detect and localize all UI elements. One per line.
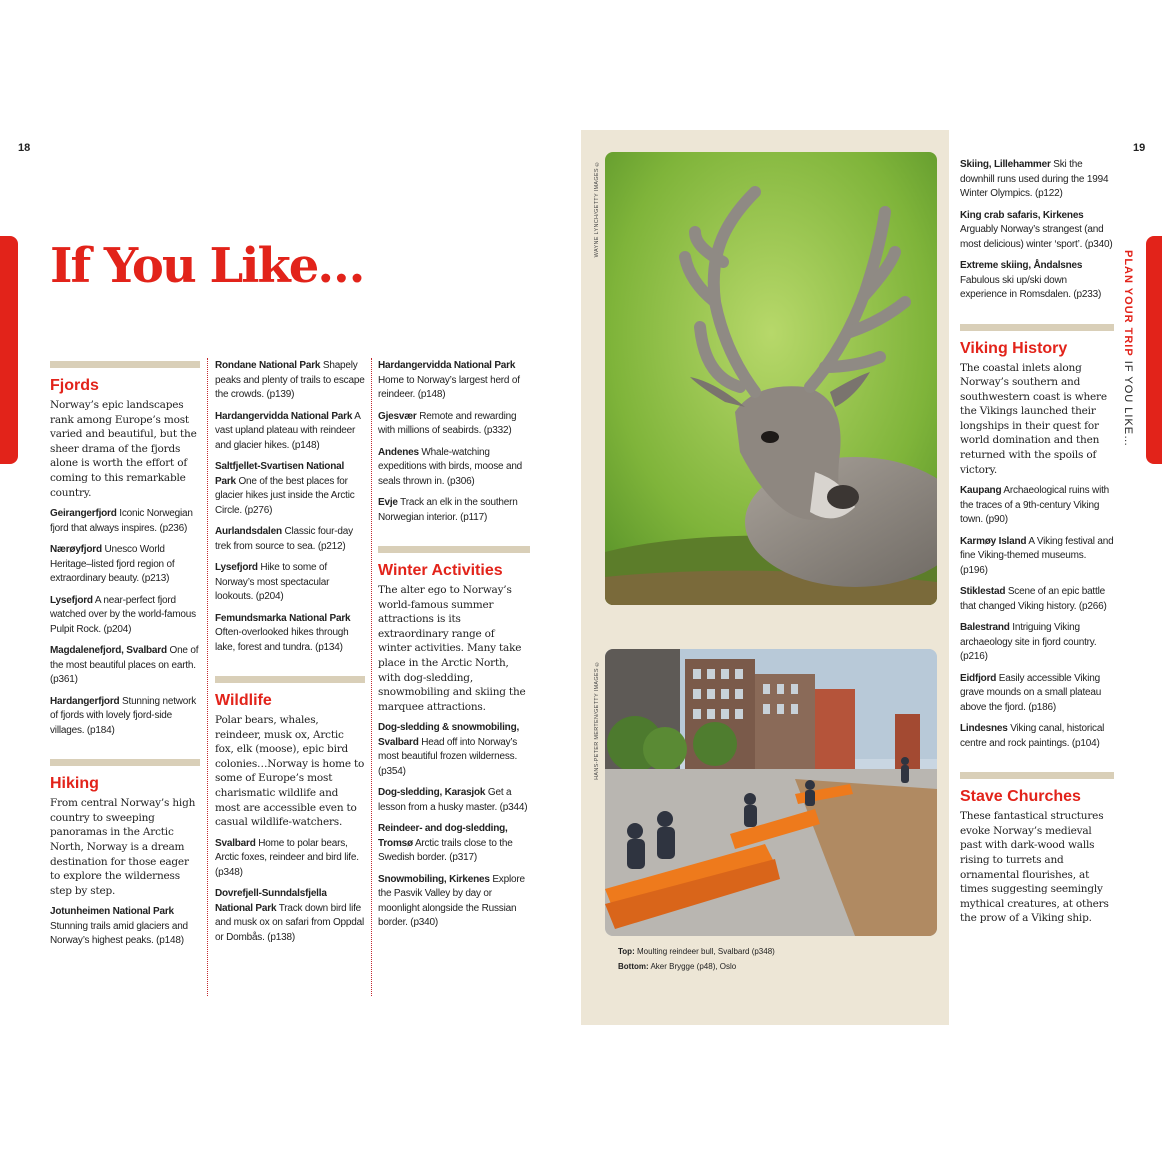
list-item <box>960 484 1114 528</box>
list-item <box>378 446 530 490</box>
photo-credit-top: WAYNE LYNCH/GETTY IMAGES © <box>594 160 600 258</box>
entry-name: Lysefjord <box>50 594 93 606</box>
entry-text: Home to Norway’s largest herd of reindeer. (p148) <box>378 374 520 400</box>
entry-text: A vast upland plateau with reindeer and glacier hikes. (p148) <box>215 410 361 451</box>
list-item <box>215 612 365 656</box>
entry-name: Geirangerfjord <box>50 508 117 520</box>
entry-text: Intriguing Viking archaeology site in fjord country. (p216) <box>960 622 1097 663</box>
list-item <box>378 496 530 525</box>
entry-text: Often-overlooked hikes through lake, forest and tundra. (p134) <box>215 627 349 653</box>
list-item <box>50 543 200 587</box>
section-intro-winter: The alter ego to Norway’s world-famous summer attractions is its extraordinary range of winter activities. Many take place in the Arctic North, with dog-sledding, snowmobiling and skiing the marquee attractions. <box>378 584 526 713</box>
chapter-label-suffix: IF YOU LIKE… <box>1122 356 1134 448</box>
entry-name: Gjesvær <box>378 410 417 422</box>
entry-name: Nærøyfjord <box>50 544 102 556</box>
entry-text: Arguably Norway’s strangest (and most delicious) winter ‘sport’. (p340) <box>960 224 1113 250</box>
entry-text: Classic four-day trek from source to sea. (p212) <box>215 526 353 552</box>
entry-text: Archaeological ruins with the traces of a 9th-century Viking town. (p90) <box>960 485 1110 526</box>
caption-top-text: Moulting reindeer bull, Svalbard (p348) <box>634 947 775 956</box>
list-item <box>378 410 530 439</box>
column-1 <box>50 361 200 956</box>
column-divider <box>371 358 372 996</box>
entry-text: Iconic Norwegian fjord that always inspires. (p236) <box>50 508 193 534</box>
page-number-left: 18 <box>18 142 31 154</box>
entry-name: Dog-sledding, Karasjok <box>378 787 486 799</box>
section-heading-wildlife: Wildlife <box>215 692 272 709</box>
list-item <box>378 721 530 779</box>
entry-text: Get a lesson from a husky master. (p344) <box>378 787 528 813</box>
section-bar <box>960 324 1114 331</box>
list-item <box>960 209 1114 253</box>
entry-name: Snowmobiling, Kirkenes <box>378 873 490 885</box>
column-4 <box>960 158 1114 933</box>
entry-text: Arctic trails close to the Swedish border. (p317) <box>378 837 513 864</box>
entry-name: Femundsmarka National Park <box>215 612 351 624</box>
entry-text: Scene of an epic battle that changed Viking history. (p266) <box>960 586 1107 612</box>
caption-top-label: Top: <box>618 947 635 956</box>
entry-name: Hardangerfjord <box>50 695 120 707</box>
column-2 <box>215 359 365 952</box>
section-heading-fjords: Fjords <box>50 377 99 394</box>
section-intro-stave: These fantastical structures evoke Norway’s medieval past with dark-wood walls rising to turrets and ornamental flourishes, at times suggesting seemingly mythical creatures, at others the prow of a Viking ship. <box>960 810 1109 925</box>
section-bar <box>215 676 365 683</box>
section-bar <box>50 361 200 368</box>
reindeer-photo <box>605 152 937 605</box>
waterfront-illustration <box>605 649 937 936</box>
entry-name: Skiing, Lillehammer <box>960 159 1051 170</box>
list-item <box>215 837 365 881</box>
entry-name: Kaupang <box>960 485 1002 497</box>
caption-bottom <box>618 959 928 974</box>
entry-name: Extreme skiing, Åndalsnes <box>960 260 1083 271</box>
entry-text: Stunning trails amid glaciers and Norway’s highest peaks. (p148) <box>50 920 188 947</box>
entry-name: Hardangervidda National Park <box>378 360 516 371</box>
list-item <box>215 525 365 554</box>
right-page-tab <box>1146 236 1162 464</box>
entry-name: Stiklestad <box>960 586 1006 598</box>
list-item <box>960 672 1114 716</box>
left-page-tab <box>0 236 18 464</box>
photo-credit-bottom: HANS-PETER MERTEN/GETTY IMAGES © <box>594 660 600 780</box>
entry-text: A Viking festival and fine Viking-themed museums. (p196) <box>960 535 1114 576</box>
entry-name: Lysefjord <box>215 562 258 573</box>
entry-text: Unesco World Heritage–listed fjord region of extraordinary beauty. (p213) <box>50 544 175 585</box>
list-item <box>960 621 1114 665</box>
entry-name: Aurlandsdalen <box>215 526 282 537</box>
entry-name: Dog-sledding & snowmobiling, Svalbard <box>378 722 520 748</box>
entry-name: Svalbard <box>215 837 256 849</box>
section-heading-stave: Stave Churches <box>960 788 1081 806</box>
section-heading-winter: Winter Activities <box>378 562 503 579</box>
list-item <box>960 585 1114 614</box>
entry-name: Saltfjellet-Svartisen National Park <box>215 461 345 487</box>
entry-name: Reindeer- and dog-sledding, Tromsø <box>378 823 508 849</box>
section-bar <box>50 759 200 766</box>
entry-text: Track down bird life and musk ox on safari from Oppdal or Dombås. (p138) <box>215 902 365 943</box>
entry-name: Jotunheimen National Park <box>50 906 174 918</box>
entry-name: Hardangervidda National Park <box>215 410 353 422</box>
chapter-side-label <box>1122 250 1134 447</box>
entry-name: Karmøy Island <box>960 535 1027 547</box>
list-item <box>215 410 365 454</box>
column-3 <box>378 359 530 938</box>
entry-name: Magdalenefjord, Svalbard <box>50 645 167 657</box>
caption-bottom-label: Bottom: <box>618 962 649 971</box>
section-bar <box>378 546 530 553</box>
entry-text: Whale-watching expeditions with birds, moose and seals thrown in. (p306) <box>378 446 523 487</box>
list-item <box>50 905 200 949</box>
list-item <box>215 460 365 518</box>
entry-text: Explore the Pasvik Valley by day or moonlight alongside the Russian border. (p340) <box>378 873 525 929</box>
entry-text: A near-perfect fjord watched over by the world-famous Pulpit Rock. (p204) <box>50 594 196 635</box>
entry-name: Lindesnes <box>960 723 1008 735</box>
section-bar <box>960 772 1114 779</box>
list-item <box>960 535 1114 579</box>
caption-top <box>618 944 928 959</box>
entry-text: Hike to some of Norway’s most spectacular lookouts. (p204) <box>215 562 330 602</box>
photo-caption <box>618 944 928 974</box>
entry-text: Ski the downhill runs used during the 1994 Winter Olympics. (p122) <box>960 159 1109 199</box>
entry-text: Viking canal, historical centre and rock paintings. (p104) <box>960 723 1105 749</box>
entry-name: Rondane National Park <box>215 360 321 371</box>
list-item <box>50 507 200 536</box>
list-item <box>50 695 200 739</box>
entry-text: Easily accessible Viking grave mounds on a small plateau above the fjord. (p186) <box>960 672 1102 713</box>
entry-text: One of the most beautiful places on earth. (p361) <box>50 645 199 686</box>
list-item <box>960 722 1114 751</box>
section-intro-hiking: From central Norway’s high country to sweeping panoramas in the Arctic North, Norway is a dream destination for those eager to explore the wilderness step by step. <box>50 797 196 897</box>
reindeer-illustration <box>605 152 937 605</box>
list-item <box>378 786 530 815</box>
caption-bottom-text: Aker Brygge (p48), Oslo <box>648 962 737 971</box>
section-intro-wildlife: Polar bears, whales, reindeer, musk ox, Arctic fox, elk (moose), epic bird colonies…Norway is home to some of Europe’s most charismatic wildlife and most are accessible even to casual wildlife-watchers. <box>215 714 365 829</box>
entry-text: Stunning network of fjords with lovely fjord-side villages. (p184) <box>50 695 197 736</box>
entry-text: Remote and rewarding with millions of seabirds. (p332) <box>378 410 517 436</box>
list-item <box>215 359 365 403</box>
section-heading-hiking: Hiking <box>50 775 99 793</box>
chapter-label-prefix: PLAN YOUR TRIP <box>1122 250 1134 357</box>
list-item <box>378 873 530 931</box>
entry-name: Eidfjord <box>960 672 997 684</box>
entry-name: Dovrefjell-Sunndalsfjella National Park <box>215 888 327 914</box>
aker-brygge-photo <box>605 649 937 936</box>
entry-name: Evje <box>378 497 398 508</box>
list-item <box>960 259 1114 303</box>
section-intro-fjords: Norway’s epic landscapes rank among Europe’s most varied and beautiful, but the sheer drama of the fjords alone is worth the effort of coming to this remarkable country. <box>50 399 197 499</box>
column-divider <box>207 358 208 996</box>
list-item <box>378 822 530 866</box>
list-item <box>960 158 1114 202</box>
page-number-right: 19 <box>1133 142 1146 154</box>
page-title: If You Like… <box>50 238 364 294</box>
entry-text: One of the best places for glacier hikes just inside the Arctic Circle. (p276) <box>215 475 355 516</box>
entry-name: King crab safaris, Kirkenes <box>960 209 1084 221</box>
entry-name: Balestrand <box>960 622 1010 634</box>
entry-text: Fabulous ski up/ski down experience in Romsdalen. (p233) <box>960 274 1102 300</box>
list-item <box>215 561 365 605</box>
entry-name: Andenes <box>378 446 419 458</box>
list-item <box>50 644 200 688</box>
entry-text: Head off into Norway’s most beautiful frozen wilderness. (p354) <box>378 736 518 777</box>
section-heading-viking: Viking History <box>960 339 1068 357</box>
entry-text: Home to polar bears, Arctic foxes, reindeer and bird life. (p348) <box>215 837 359 878</box>
list-item <box>378 359 530 403</box>
section-intro-viking: The coastal inlets along Norway’s southern and southwestern coast is where the Vikings launched their longships in their quest for world domination and then returned with the spoils of victory. <box>960 361 1107 476</box>
list-item <box>50 594 200 638</box>
list-item <box>215 887 365 945</box>
entry-text: Track an elk in the southern Norwegian interior. (p117) <box>378 497 518 523</box>
entry-text: Shapely peaks and plenty of trails to escape the crowds. (p139) <box>215 360 365 400</box>
